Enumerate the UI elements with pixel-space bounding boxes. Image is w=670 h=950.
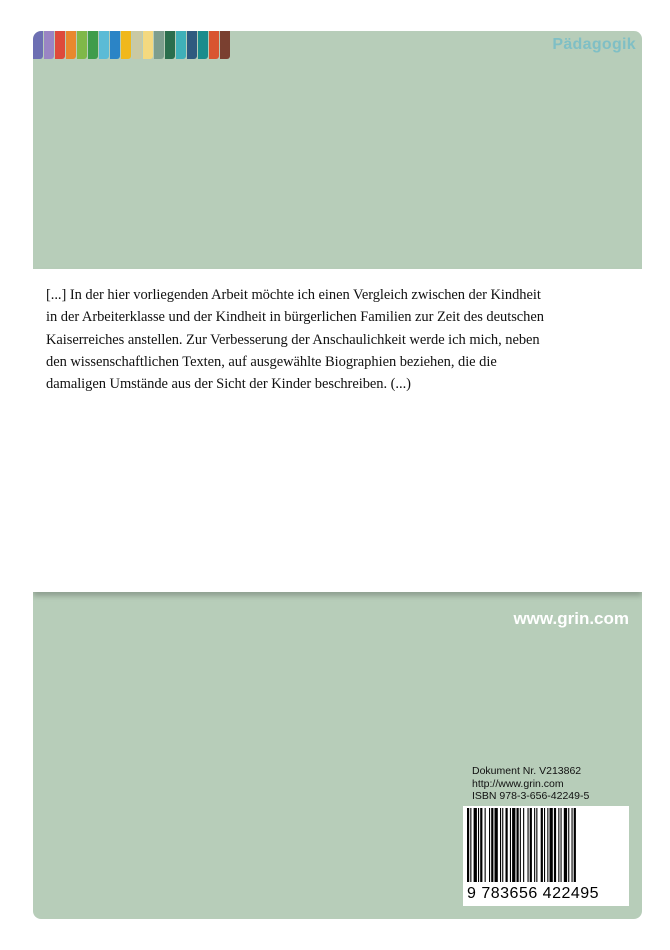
color-stripe (121, 31, 131, 59)
isbn: ISBN 978-3-656-42249-5 (472, 790, 590, 802)
color-stripe (88, 31, 98, 59)
color-stripe (154, 31, 164, 59)
category-label: Pädagogik (552, 36, 636, 53)
publisher-url: http://www.grin.com (472, 777, 564, 790)
color-stripe (143, 31, 153, 59)
color-stripe (165, 31, 175, 59)
color-stripe (77, 31, 87, 59)
color-stripe (220, 31, 230, 59)
website-label: www.grin.com (513, 609, 629, 628)
color-stripe (198, 31, 208, 59)
document-info (472, 765, 589, 803)
color-stripe-bar (33, 31, 231, 59)
color-stripe (209, 31, 219, 59)
color-stripe (176, 31, 186, 59)
color-stripe (66, 31, 76, 59)
color-stripe (99, 31, 109, 59)
barcode-digits: 9 783656 422495 (467, 885, 600, 902)
document-number: Dokument Nr. V213862 (472, 765, 582, 777)
color-stripe (132, 31, 142, 59)
blurb-panel (33, 269, 642, 592)
blurb-text: [...] In der hier vorliegenden Arbeit möchte ich einen Vergleich zwischen der Kindheit in der Arbeiterklasse und der Kindheit in bürgerlichen Familien zur Zeit des deutschen Kaiserreiches anstellen. Zur Verbesserung der Anschaulichkeit werde ich mich, neben den wissenschaftlichen Texten, auf ausgewählte Biographien beziehen, die die damaligen Umstände aus der Sicht der Kinder beschreiben. (...) (46, 287, 544, 393)
color-stripe (44, 31, 54, 59)
color-stripe (55, 31, 65, 59)
color-stripe (110, 31, 120, 59)
color-stripe (187, 31, 197, 59)
color-stripe (33, 31, 43, 59)
back-cover (33, 31, 642, 919)
